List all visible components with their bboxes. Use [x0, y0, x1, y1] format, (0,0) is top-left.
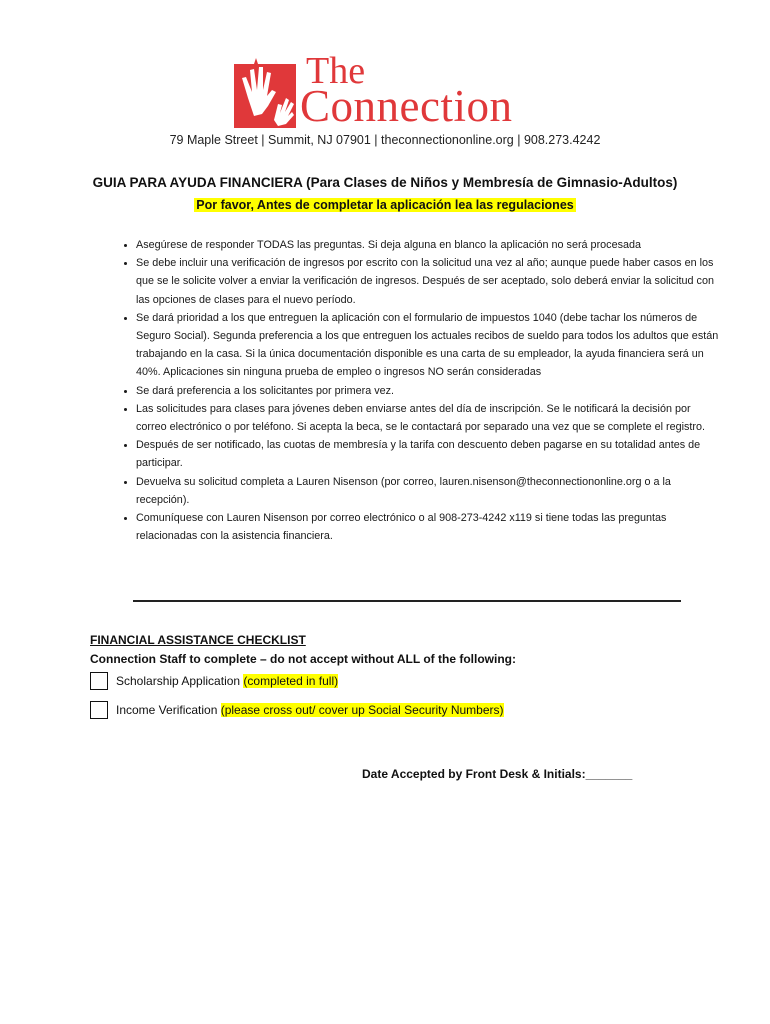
checklist-item-note: (please cross out/ cover up Social Security Numbers): [220, 703, 504, 717]
checklist-title: FINANCIAL ASSISTANCE CHECKLIST: [90, 633, 306, 647]
rule-item: • Después de ser notificado, las cuotas de membresía y la tarifa con descuento deben pagarse en su totalidad antes de participar.: [136, 436, 721, 472]
checklist-item-label: [116, 672, 338, 690]
rule-item: • Comuníquese con Lauren Nisenson por correo electrónico o al 908-273-4242 x119 si tiene todas las preguntas relacionadas con la asistencia financiera.: [136, 509, 721, 545]
date-accepted-field[interactable]: Date Accepted by Front Desk & Initials:_______: [362, 767, 633, 781]
subtitle-wrap: [0, 196, 770, 214]
rule-item: • Asegúrese de responder TODAS las preguntas. Si deja alguna en blanco la aplicación no será procesada: [136, 236, 721, 254]
checklist-item-scholarship: [90, 672, 338, 690]
rule-item: • Devuelva su solicitud completa a Lauren Nisenson (por correo, lauren.nisenson@theconnectiononline.org o a la recepción).: [136, 473, 721, 509]
checklist-item-text: Scholarship Application: [116, 674, 244, 688]
checkbox[interactable]: [90, 701, 108, 719]
logo-text-connection: Connection: [300, 81, 513, 131]
section-divider: [133, 600, 681, 602]
checkbox[interactable]: [90, 672, 108, 690]
rule-item: • Las solicitudes para clases para jóvenes deben enviarse antes del día de inscripción. Se le notificará la decisión por correo electrónico o por teléfono. Si acepta la beca, se le contactará por separado una vez que se complete el registro.: [136, 400, 721, 436]
checklist-item-label: [116, 701, 504, 719]
checklist-subtitle: Connection Staff to complete – do not accept without ALL of the following:: [90, 652, 516, 666]
checklist-item-income: [90, 701, 504, 719]
contact-address: 79 Maple Street | Summit, NJ 07901 | theconnectiononline.org | 908.273.4242: [169, 133, 601, 147]
page-subtitle: Por favor, Antes de completar la aplicación lea las regulaciones: [196, 198, 574, 212]
logo: [234, 44, 534, 132]
checklist-item-text: Income Verification: [116, 703, 221, 717]
hands-logo-icon: [234, 58, 296, 128]
rule-item: • Se dará prioridad a los que entreguen la aplicación con el formulario de impuestos 1040 (debe tachar los números de Seguro Social). Segunda preferencia a los que entreguen los actuales recibos de sueldo para todos los adultos que están trabajando en la casa. Si la única documentación disponible es una carta de su empleador, la ayuda financiera será un 40%. Aplicaciones sin ninguna prueba de empleo o ingresos NO serán consideradas: [136, 309, 721, 382]
rule-item: • Se dará preferencia a los solicitantes por primera vez.: [136, 382, 721, 400]
page-title: GUIA PARA AYUDA FINANCIERA (Para Clases de Niños y Membresía de Gimnasio-Adultos): [92, 175, 678, 190]
checklist-item-note: (completed in full): [243, 674, 339, 688]
rules-list: [100, 236, 721, 545]
rule-item: • Se debe incluir una verificación de ingresos por escrito con la solicitud una vez al año; aunque puede haber casos en los que se le solicite volver a enviar la verificación de ingresos. Después de ser aceptado, solo deberá enviar la solicitud con las opciones de clases para el nuevo período.: [136, 254, 721, 309]
logo-text-the: The: [306, 50, 366, 92]
